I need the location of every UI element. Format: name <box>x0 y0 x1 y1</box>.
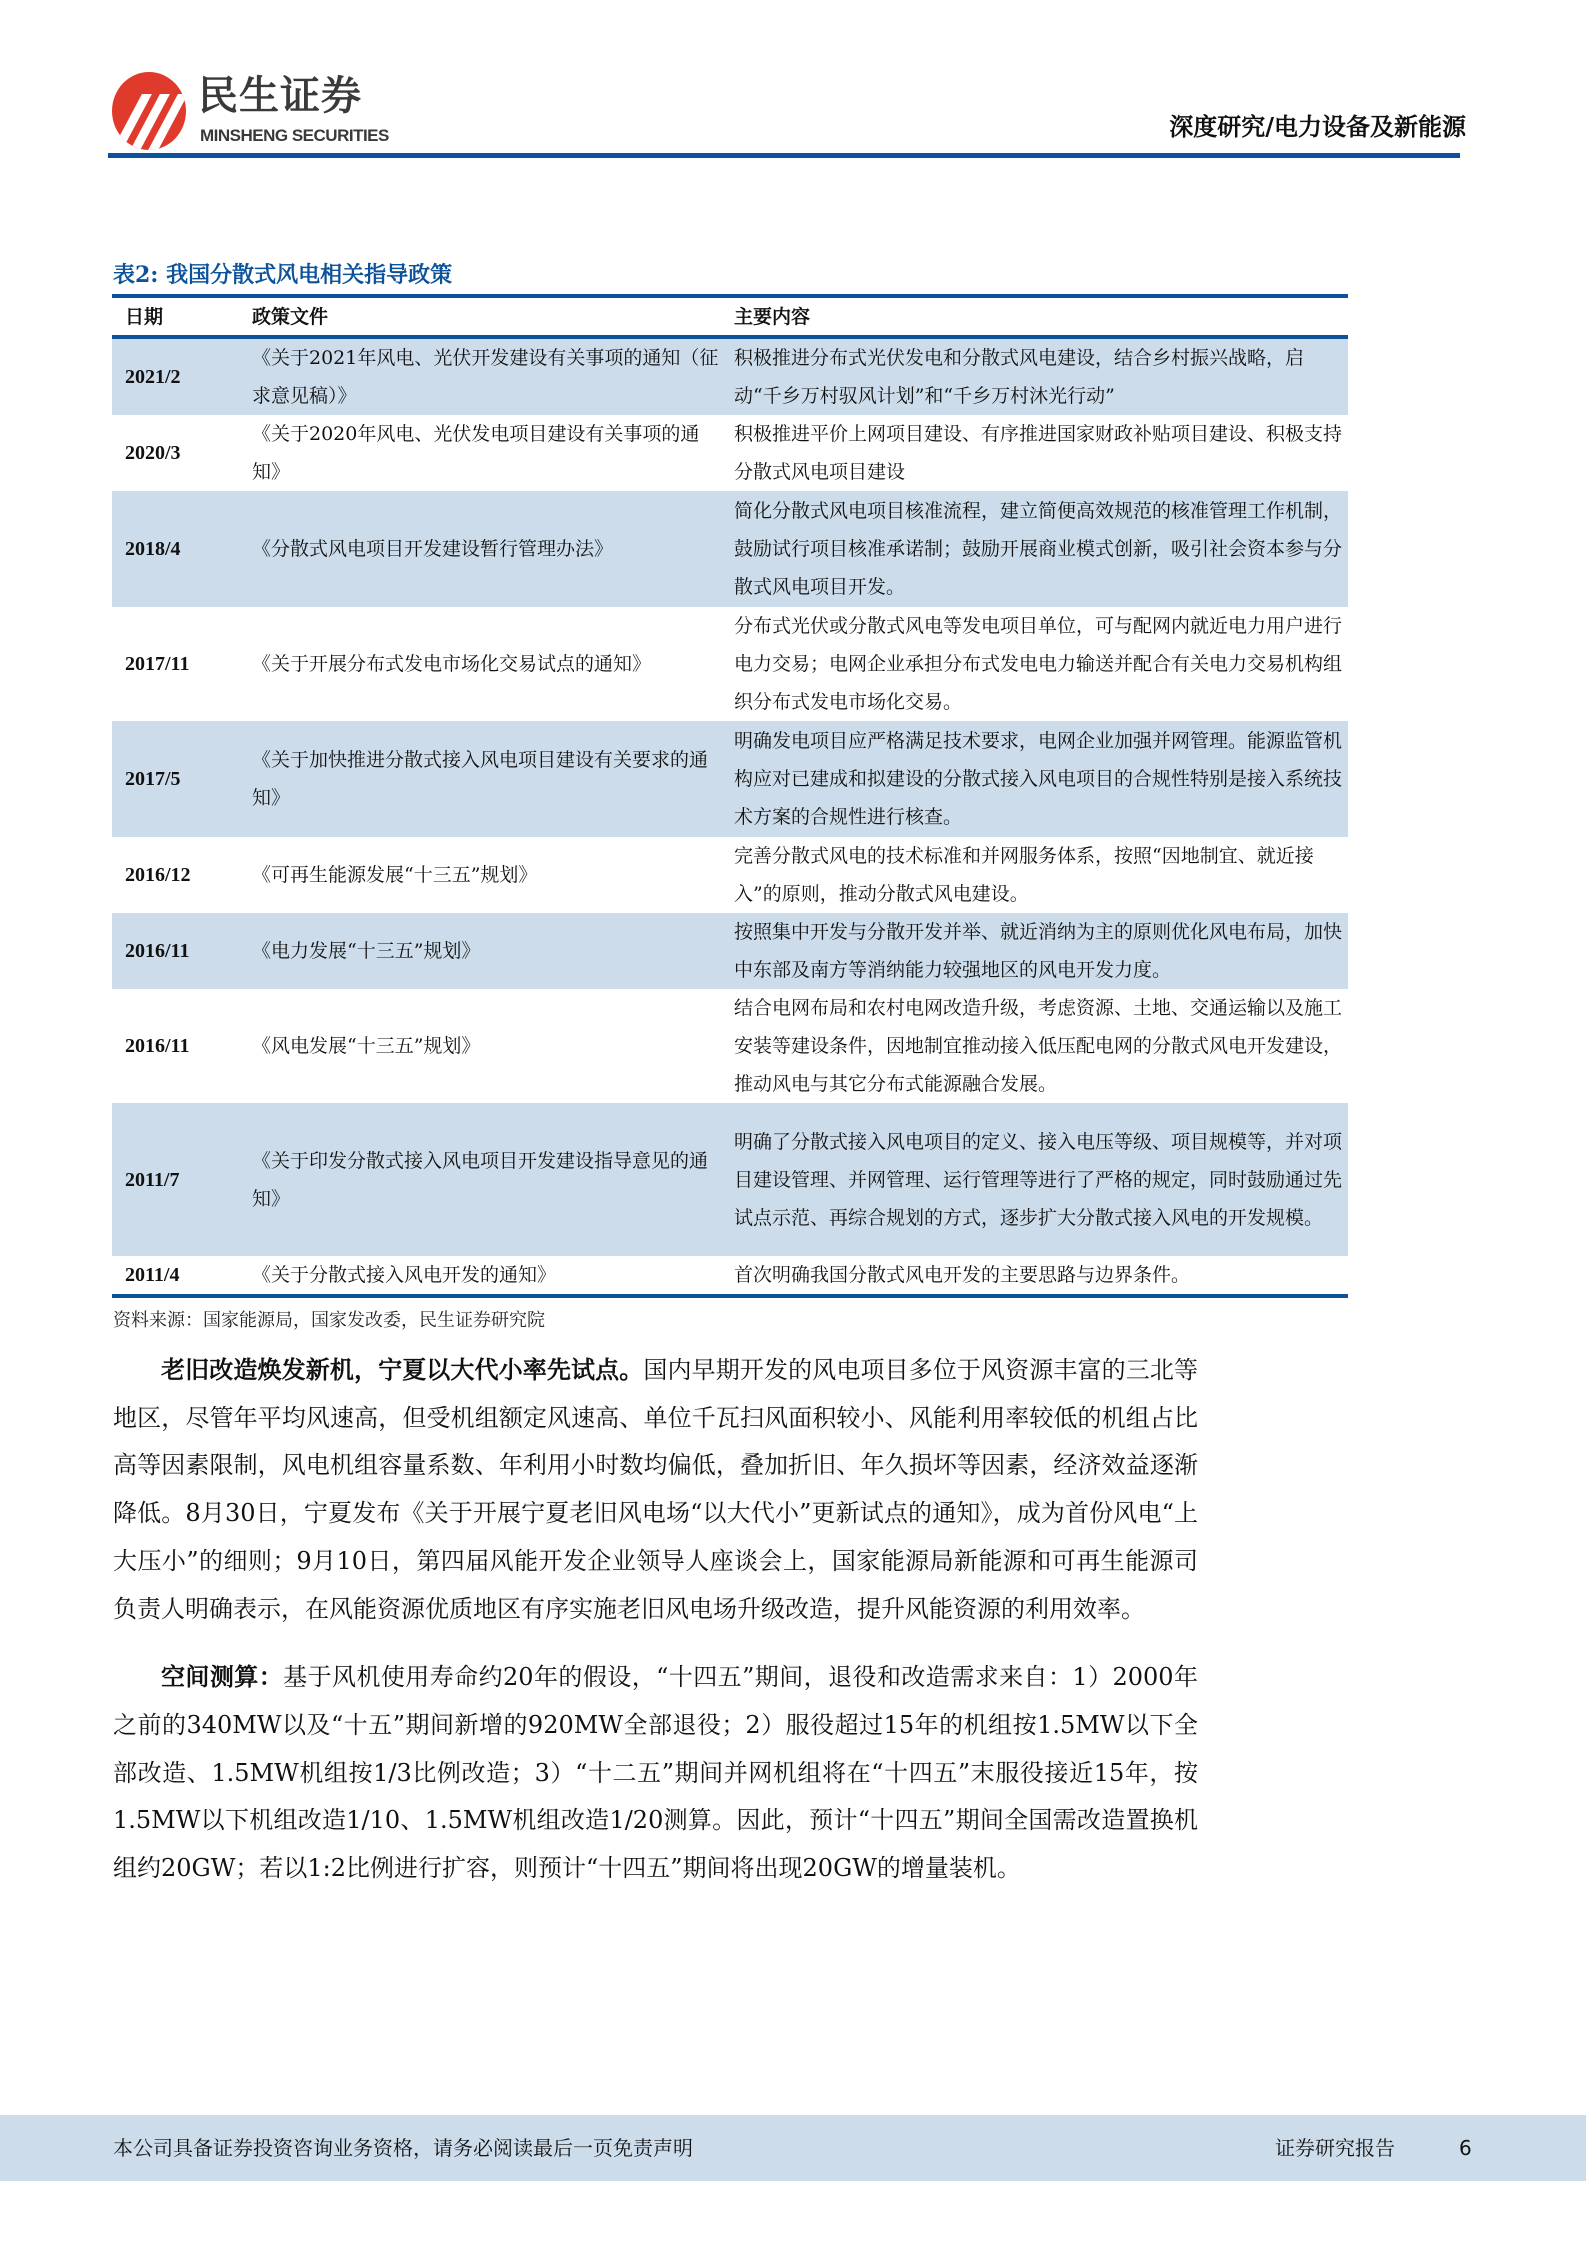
paragraph-space-estimate <box>113 1653 1198 1893</box>
row-date-cell: 2020/3 <box>125 442 181 464</box>
page-number: 6 <box>1459 2136 1472 2160</box>
logo-text-en: MINSHENG SECURITIES <box>200 126 389 145</box>
row-main-content-cell: 简化分散式风电项目核准流程，建立简便高效规范的核准管理工作机制，鼓励试行项目核准承诺制；鼓励开展商业模式创新，吸引社会资本参与分散式风电项目开发。 <box>734 500 1343 598</box>
row-policy-document-cell: 《关于2020年风电、光伏发电项目建设有关事项的通知》 <box>252 423 700 483</box>
row-policy-document-cell: 《关于2021年风电、光伏开发建设有关事项的通知（征求意见稿）》 <box>252 347 719 407</box>
row-policy-document-cell: 《可再生能源发展“十三五”规划》 <box>252 864 538 886</box>
row-main-content-cell: 首次明确我国分散式风电开发的主要思路与边界条件。 <box>734 1264 1191 1286</box>
row-date-cell: 2017/11 <box>125 653 190 675</box>
table-row <box>112 913 1348 989</box>
row-date-cell: 2021/2 <box>125 366 181 388</box>
column-header-document: 政策文件 <box>252 306 329 328</box>
table-row <box>112 415 1348 491</box>
paragraph-text: 基于风机使用寿命约20年的假设，“十四五”期间，退役和改造需求来自：1）2000年之前的340MW以及“十五”期间新增的920MW全部退役；2）服役超过15年的机组按1.5MW以下全部改造、1.5MW机组按1/3比例改造；3）“十二五”期间并网机组将在“十四五”末服役接近15年，按1.5MW以下机组改造1/10、1.5MW机组改造1/20测算。因此，预计“十四五”期间全国需改造置换机组约20GW；若以1:2比例进行扩容，则预计“十四五”期间将出现20GW的增量装机。 <box>113 1663 1199 1883</box>
header-divider <box>108 153 1460 158</box>
row-date-cell: 2017/5 <box>125 768 181 790</box>
row-date-cell: 2018/4 <box>125 538 181 560</box>
policy-table <box>112 294 1348 1298</box>
footer-disclaimer: 本公司具备证券投资咨询业务资格，请务必阅读最后一页免责声明 <box>113 2136 693 2160</box>
row-policy-document-cell: 《关于分散式接入风电开发的通知》 <box>252 1264 557 1286</box>
page-footer <box>0 2115 1586 2181</box>
row-policy-document-cell: 《关于开展分布式发电市场化交易试点的通知》 <box>252 653 652 675</box>
paragraph-lead: 老旧改造焕发新机，宁夏以大代小率先试点。 <box>161 1355 644 1384</box>
row-main-content-cell: 结合电网布局和农村电网改造升级，考虑资源、土地、交通运输以及施工安装等建设条件，因地制宜推动接入低压配电网的分散式风电开发建设， 推动风电与其它分布式能源融合发展。 <box>734 997 1343 1095</box>
logo-text-cn: 民生证券 <box>198 73 362 119</box>
minsheng-logo <box>112 72 402 152</box>
table-row <box>112 1103 1348 1256</box>
row-main-content-cell: 积极推进平价上网项目建设、有序推进国家财政补贴项目建设、积极支持分散式风电项目建设 <box>734 423 1343 483</box>
main-content <box>112 260 1348 1893</box>
row-policy-document-cell: 《电力发展“十三五”规划》 <box>252 940 481 962</box>
table-row <box>112 1256 1348 1294</box>
row-date-cell: 2011/7 <box>125 1168 180 1191</box>
table-source: 资料来源：国家能源局，国家发改委，民生证券研究院 <box>113 1310 545 1331</box>
table-row <box>112 491 1348 607</box>
paragraph-text: 国内早期开发的风电项目多位于风资源丰富的三北等地区，尽管年平均风速高，但受机组额定风速高、单位千瓦扫风面积较小、风能利用率较低的机组占比高等因素限制，风电机组容量系数、年利用小时数均偏低，叠加折旧、年久损坏等因素，经济效益逐渐降低。8月30日，宁夏发布《关于开展宁夏老旧风电场“以大代小”更新试点的通知》，成为首份风电“上大压小”的细则；9月10日，第四届风能开发企业领导人座谈会上，国家能源局新能源和可再生能源司负责人明确表示，在风能资源优质地区有序实施老旧风电场升级改造，提升风能资源的利用效率。 <box>113 1356 1199 1623</box>
row-policy-document-cell: 《风电发展“十三五”规划》 <box>252 1035 481 1057</box>
row-main-content-cell: 积极推进分布式光伏发电和分散式风电建设，结合乡村振兴战略，启动“千乡万村驭风计划”和“千乡万村沐光行动” <box>734 347 1305 407</box>
row-policy-document-cell: 《关于加快推进分散式接入风电项目建设有关要求的通知》 <box>252 749 709 809</box>
table-row <box>112 837 1348 913</box>
row-main-content-cell: 明确了分散式接入风电项目的定义、接入电压等级、项目规模等，并对项目建设管理、并网管理、运行管理等进行了严格的规定，同时鼓励通过先试点示范、再综合规划的方式，逐步扩大分散式接入风电的开发规模。 <box>734 1130 1343 1229</box>
table-bottom-rule <box>112 1294 1348 1298</box>
row-main-content-cell: 分布式光伏或分散式风电等发电项目单位，可与配网内就近电力用户进行电力交易；电网企业承担分布式发电电力输送并配合有关电力交易机构组织分布式发电市场化交易。 <box>734 615 1343 713</box>
row-date-cell: 2016/11 <box>125 940 190 962</box>
column-header-content: 主要内容 <box>734 306 811 328</box>
report-category: 深度研究/电力设备及新能源 <box>1169 112 1466 141</box>
table-row <box>112 339 1348 415</box>
logo-mark-icon <box>112 72 186 150</box>
row-date-cell: 2011/4 <box>125 1264 180 1286</box>
table-body <box>112 339 1348 1294</box>
table-row <box>112 721 1348 837</box>
row-main-content-cell: 完善分散式风电的技术标准和并网服务体系，按照“因地制宜、就近接入”的原则，推动分散式风电建设。 <box>734 845 1314 905</box>
row-policy-document-cell: 《分散式风电项目开发建设暂行管理办法》 <box>252 538 614 560</box>
row-policy-document-cell: 《关于印发分散式接入风电项目开发建设指导意见的通知》 <box>252 1149 709 1210</box>
footer-report-type: 证券研究报告 <box>1275 2136 1395 2160</box>
paragraph-lead: 空间测算： <box>161 1662 284 1692</box>
table-row <box>112 989 1348 1103</box>
column-header-date: 日期 <box>125 306 164 328</box>
row-main-content-cell: 按照集中开发与分散开发并举、就近消纳为主的原则优化风电布局，加快中东部及南方等消纳能力较强地区的风电开发力度。 <box>734 921 1343 981</box>
row-main-content-cell: 明确发电项目应严格满足技术要求，电网企业加强并网管理。能源监管机构应对已建成和拟建设的分散式接入风电项目的合规性特别是接入系统技术方案的合规性进行核查。 <box>734 730 1343 828</box>
paragraph-renovation <box>113 1346 1198 1633</box>
table-row <box>112 607 1348 721</box>
row-date-cell: 2016/11 <box>125 1035 190 1057</box>
row-date-cell: 2016/12 <box>125 864 191 886</box>
table-header <box>112 298 1348 335</box>
table-title: 表2: 我国分散式风电相关指导政策 <box>113 262 453 288</box>
